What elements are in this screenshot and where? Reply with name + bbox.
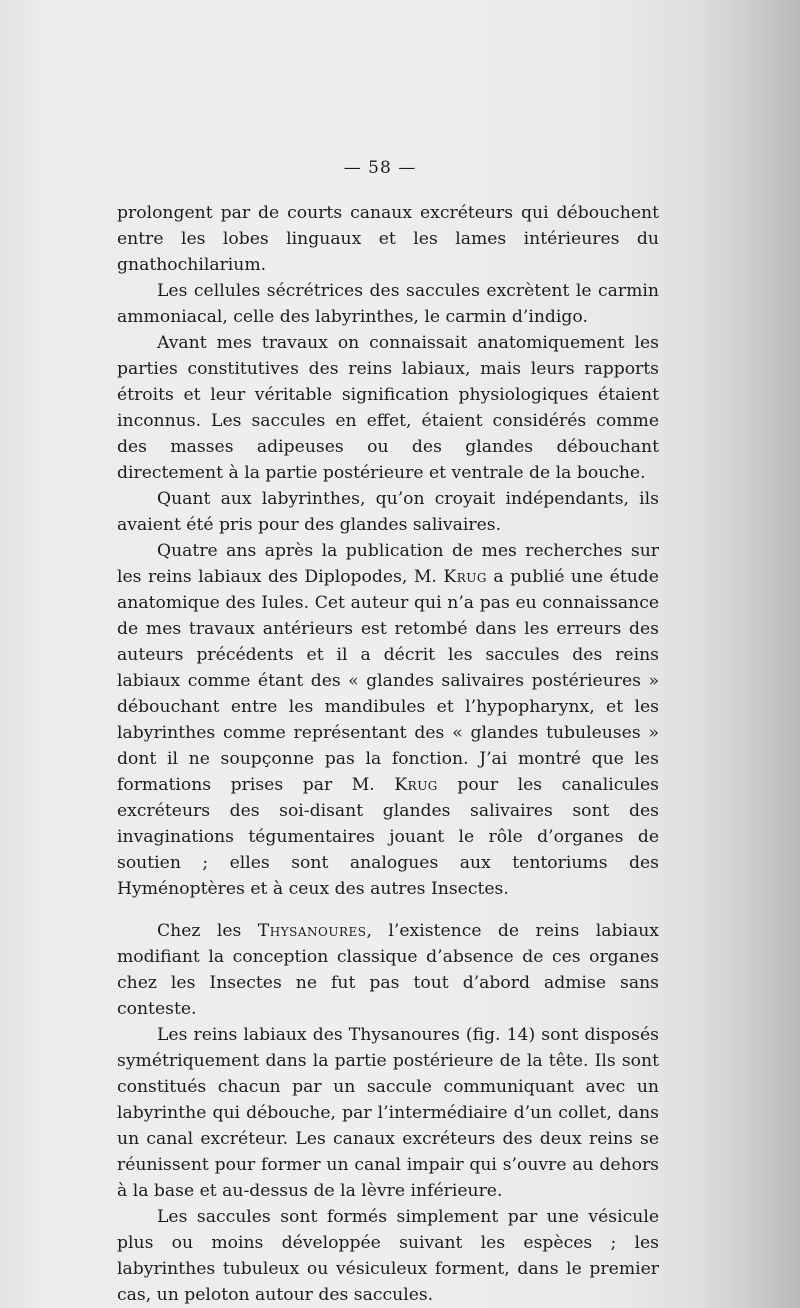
paragraph-6: [117, 918, 659, 1022]
paragraph-8: Les saccules sont formés simplement par une vésicule plus ou moins développée suivant les espèces ; les labyrinthes tubuleux ou vésiculeux forment, dans le premier cas, un peloton autour des saccules.: [117, 1207, 659, 1305]
paragraph-6-text-a: Chez les: [157, 921, 258, 941]
paragraph-5: [117, 538, 659, 902]
page-number: — 58 —: [343, 158, 417, 178]
paragraph-5-text-a: Quatre ans après la publication de mes recherches sur les reins labiaux des Diplopodes, M.: [117, 541, 659, 587]
paragraph-3: Avant mes travaux on connaissait anatomiquement les parties constitutives des reins labiaux, mais leurs rapports étroits et leur véritable signification physiologiques étaient inconnus. Les saccules en effet, étaient considérés comme des masses adipeuses ou des glandes débouchant directement à la partie postérieure et ventrale de la bouche.: [117, 333, 659, 483]
author-name: Krug: [394, 775, 438, 795]
paragraph-7: Les reins labiaux des Thysanoures (fig. 14) sont disposés symétriquement dans la partie postérieure de la tête. Ils sont constitués chacun par un saccule communiquant avec un labyrinthe qui débouche, par l’intermédiaire d’un collet, dans un canal excréteur. Les canaux excréteurs des deux reins se réunissent pour former un canal impair qui s’ouvre au dehors à la base et au-dessus de la lèvre inférieure.: [117, 1025, 659, 1201]
paragraph-1: prolongent par de courts canaux excréteurs qui débouchent entre les lobes linguaux et les lames intérieures du gnathochilarium.: [117, 203, 659, 275]
paragraph-4: Quant aux labyrinthes, qu’on croyait indépendants, ils avaient été pris pour des glandes salivaires.: [117, 489, 659, 535]
paragraph-6-text-b: , l’existence de reins labiaux modifiant la conception classique d’absence de ces organes chez les Insectes ne fut pas tout d’abord admise sans conteste.: [117, 921, 659, 1019]
paragraph-2: Les cellules sécrétrices des saccules excrètent le carmin ammoniacal, celle des labyrinthes, le carmin d’indigo.: [117, 281, 659, 327]
body-text: [117, 200, 659, 1308]
author-name: Krug: [443, 567, 487, 587]
taxon-name: Thysanoures: [257, 921, 367, 941]
paragraph-5-text-c: pour les canalicules excréteurs des soi-disant glandes salivaires sont des invaginations tégumentaires jouant le rôle d’organes de soutien ; elles sont analogues aux tentoriums des Hyménoptères et à ceux des autres Insectes.: [117, 775, 659, 899]
paragraph-5-text-b: a publié une étude anatomique des Iules. Cet auteur qui n’a pas eu connaissance de mes travaux antérieurs est retombé dans les erreurs des auteurs précédents et il a décrit les saccules des reins labiaux comme étant des « glandes salivaires postérieures » débouchant entre les mandibules et l’hypopharynx, et les labyrinthes comme représentant des « glandes tubuleuses » dont il ne soupçonne pas la fonction. J’ai montré que les formations prises par M.: [117, 567, 659, 795]
